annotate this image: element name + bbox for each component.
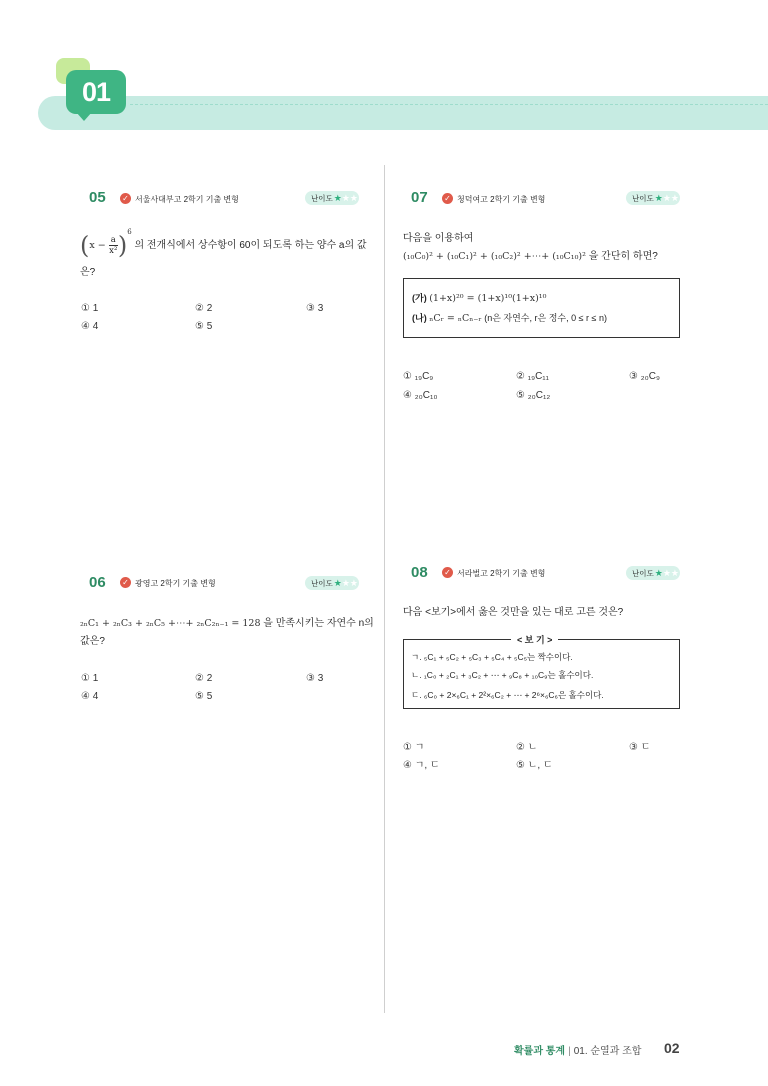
q07-source: 청덕여고 2학기 기출 변형 xyxy=(457,195,546,204)
q05-question-line1: (x − $\frac{a}{\text{x²}}$ )$^6$ 의 전개식에서 상수항이 60이 되도록 하는 양수 a의 값 xyxy=(80,228,367,260)
q06-question-line1 xyxy=(80,616,374,632)
q06-question-text: 을 만족시키는 자연수 n의 xyxy=(263,618,374,629)
q05-option-4[interactable]: ④ 4 xyxy=(81,321,99,332)
q07-option-5[interactable]: ⑤ ₂₀C₁₂ xyxy=(516,390,551,401)
q05-option-3[interactable]: ③ 3 xyxy=(306,303,324,314)
q07-condition-na: (나) ₙCᵣ = ₙCₙ₋ᵣ (n은 자연수, r은 정수, 0 ≤ r ≤ n) xyxy=(412,313,607,324)
q08-option-3[interactable]: ③ ㄷ xyxy=(629,742,651,753)
q07-condition-ga: (가) (1+x)²⁰ = (1+x)¹⁰(1+x)¹⁰ xyxy=(412,293,547,304)
q08-question-line1: 다음 <보기>에서 옳은 것만을 있는 대로 고른 것은? xyxy=(403,607,624,618)
footer-subject: 확률과 통계 xyxy=(514,1046,566,1057)
difficulty-label: 난이도 xyxy=(632,193,654,203)
q07-difficulty xyxy=(626,191,680,205)
q08-bogi-item-2: ㄴ. ₁C₀ + ₂C₁ + ₃C₂ + ⋯ + ₉C₈ + ₁₀C₉는 홀수이다. xyxy=(411,670,594,680)
q06-option-3[interactable]: ③ 3 xyxy=(306,673,324,684)
footer-separator: | xyxy=(568,1046,571,1057)
check-icon: ✓ xyxy=(442,193,453,204)
q07-option-2[interactable]: ② ₁₉C₁₁ xyxy=(516,371,550,382)
difficulty-label: 난이도 xyxy=(311,578,333,588)
star-empty-icon: ★★ xyxy=(662,567,679,578)
difficulty-label: 난이도 xyxy=(632,568,654,578)
q05-question-text: 의 전개식에서 상수항이 60이 되도록 하는 양수 a의 값 xyxy=(134,240,367,251)
q06-option-2[interactable]: ② 2 xyxy=(195,673,213,684)
difficulty-label: 난이도 xyxy=(311,193,333,203)
q07-option-3[interactable]: ③ ₂₀C₉ xyxy=(629,371,660,382)
q05-difficulty xyxy=(305,191,359,205)
q05-number: 05 xyxy=(89,189,106,206)
q06-option-1[interactable]: ① 1 xyxy=(81,673,99,684)
q05-option-5[interactable]: ⑤ 5 xyxy=(195,321,213,332)
check-icon: ✓ xyxy=(442,567,453,578)
column-divider xyxy=(384,165,385,1013)
q08-option-1[interactable]: ① ㄱ xyxy=(403,742,425,753)
q07-question-line2 xyxy=(403,249,658,265)
q08-bogi-item-1: ㄱ. ₅C₁ + ₅C₂ + ₅C₃ + ₅C₄ + ₅C₅는 짝수이다. xyxy=(411,652,573,662)
q07-option-4[interactable]: ④ ₂₀C₁₀ xyxy=(403,390,438,401)
header-dashed-line xyxy=(130,104,768,105)
star-empty-icon: ★★ xyxy=(662,192,679,203)
footer xyxy=(514,1042,641,1057)
q08-option-4[interactable]: ④ ㄱ, ㄷ xyxy=(403,760,440,771)
footer-chapter: 01. 순열과 조합 xyxy=(573,1046,642,1057)
check-icon: ✓ xyxy=(120,193,131,204)
q08-number: 08 xyxy=(411,564,428,581)
paren-left: ( xyxy=(80,231,90,260)
q07-math: (₁₀C₀)² + (₁₀C₁)² + (₁₀C₂)² +⋯+ (₁₀C₁₀)² xyxy=(403,251,586,262)
q05-option-1[interactable]: ① 1 xyxy=(81,303,99,314)
section-number-badge: 01 xyxy=(66,70,126,114)
star-filled-icon: ★ xyxy=(654,192,663,203)
q07-option-1[interactable]: ① ₁₉C₉ xyxy=(403,371,434,382)
page-number: 02 xyxy=(664,1040,680,1056)
q06-option-4[interactable]: ④ 4 xyxy=(81,691,99,702)
q05-exponent: 6 xyxy=(127,228,132,236)
q07-number: 07 xyxy=(411,189,428,206)
q06-source: 광영고 2학기 기출 변형 xyxy=(135,579,216,588)
q05-question-line2: 은? xyxy=(80,267,96,278)
q06-difficulty xyxy=(305,576,359,590)
q08-option-2[interactable]: ② ㄴ xyxy=(516,742,538,753)
star-filled-icon: ★ xyxy=(654,567,663,578)
q08-source: 서라벌고 2학기 기출 변형 xyxy=(457,569,546,578)
paren-right: ) xyxy=(117,231,128,260)
q07-question-line1: 다음을 이용하여 xyxy=(403,233,474,244)
q05-fraction: $\frac{a}{\text{x²}}$ xyxy=(109,234,118,256)
q06-question-line2: 값은? xyxy=(80,636,105,647)
q05-expr-x: x xyxy=(89,240,95,251)
check-icon: ✓ xyxy=(120,577,131,588)
star-empty-icon: ★★ xyxy=(341,192,358,203)
q06-option-5[interactable]: ⑤ 5 xyxy=(195,691,213,702)
q08-difficulty xyxy=(626,566,680,580)
header-band xyxy=(38,96,768,130)
q08-bogi-item-3: ㄷ. ₆C₀ + 2×₆C₁ + 2²×₆C₂ + ⋯ + 2⁶×₆C₆은 홀수이다. xyxy=(411,690,604,700)
star-empty-icon: ★★ xyxy=(341,577,358,588)
q06-number: 06 xyxy=(89,574,106,591)
badge-tail xyxy=(76,112,92,121)
q07-question-text: 을 간단히 하면? xyxy=(588,251,658,262)
q07-condition-box xyxy=(403,278,680,338)
q06-math: ₂ₙC₁ + ₂ₙC₃ + ₂ₙC₅ +⋯+ ₂ₙC₂ₙ₋₁ = 128 xyxy=(80,618,261,629)
q08-bogi-title: < 보 기 > xyxy=(511,633,558,646)
star-filled-icon: ★ xyxy=(333,192,342,203)
q08-option-5[interactable]: ⑤ ㄴ, ㄷ xyxy=(516,760,553,771)
q05-source: 서울사대부고 2학기 기출 변형 xyxy=(135,195,239,204)
star-filled-icon: ★ xyxy=(333,577,342,588)
q05-option-2[interactable]: ② 2 xyxy=(195,303,213,314)
